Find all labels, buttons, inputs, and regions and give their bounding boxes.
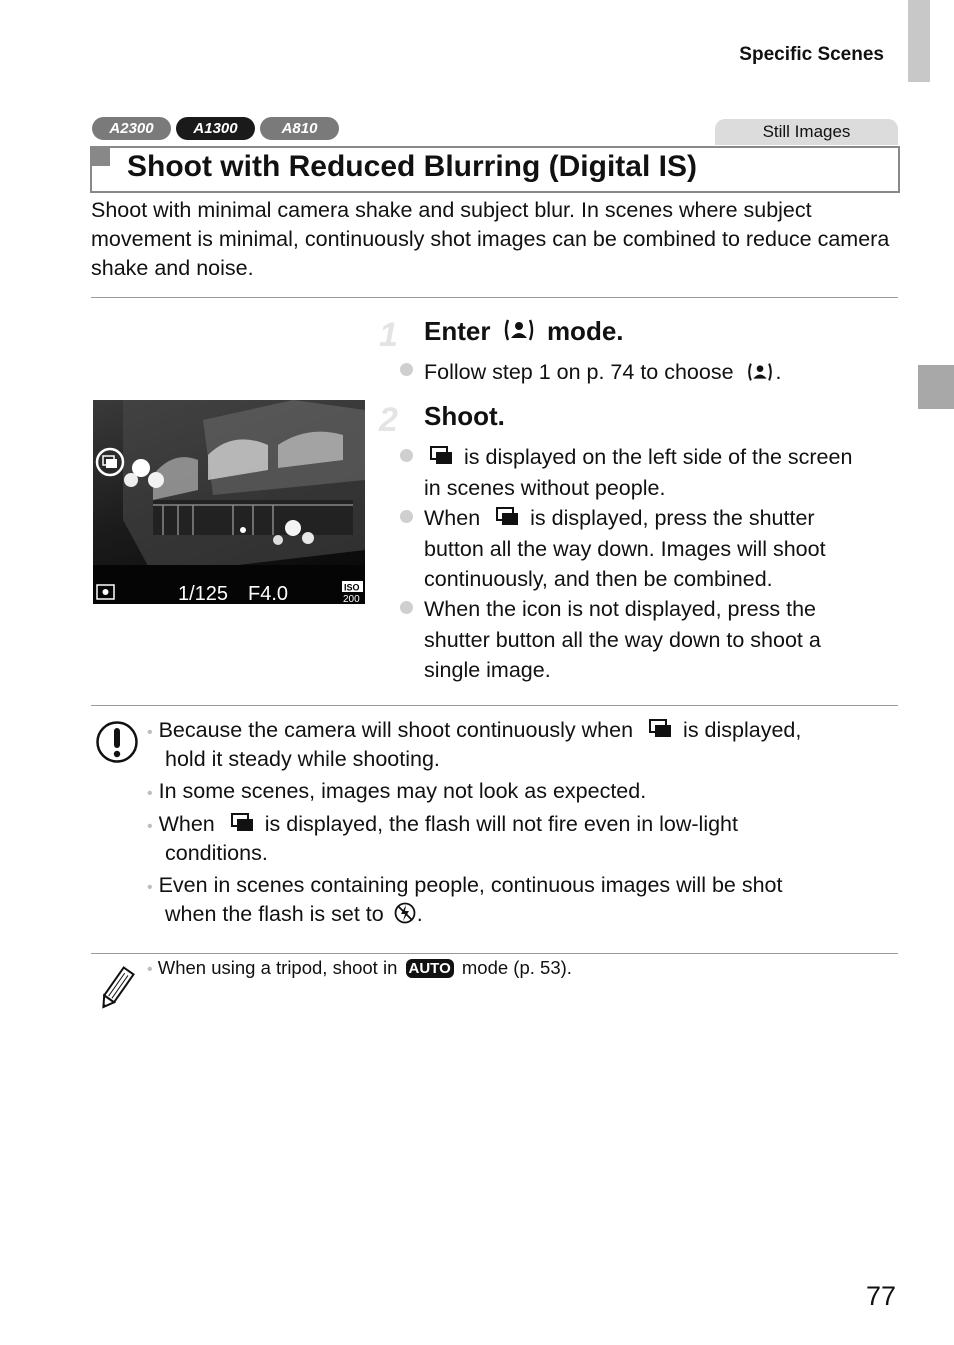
shutter-speed-readout: 1/125 (178, 583, 229, 604)
tip-before: When using a tripod, shoot in (157, 957, 398, 978)
note-bullet: • (147, 785, 153, 802)
step-heading-1-after: mode. (546, 316, 624, 346)
page-number: 77 (866, 1281, 897, 1311)
step-2-bullet-3 (424, 594, 821, 686)
caution-note-1 (147, 717, 801, 773)
note-bullet: • (147, 724, 153, 741)
camera-screen-photo (93, 400, 365, 604)
still-images-tab: Still Images (715, 119, 898, 145)
tip-after: mode (p. 53). (461, 957, 572, 978)
divider (91, 953, 898, 954)
section-label: Specific Scenes (739, 44, 884, 65)
title-marker (90, 146, 110, 166)
caution-note-1-after: is displayed, (683, 718, 802, 742)
step-2-bullet-2-when: When (424, 506, 481, 530)
bullet-dot (400, 601, 413, 614)
caution-note-1-line-2: hold it steady while shooting. (165, 747, 440, 771)
pencil-memo-icon (97, 965, 135, 1013)
divider (91, 297, 898, 298)
page-title: Shoot with Reduced Blurring (Digital IS) (127, 150, 697, 183)
tip-note (147, 956, 572, 982)
note-bullet: • (147, 818, 153, 835)
model-badge-a810: A810 (260, 117, 339, 140)
continuous-shot-icon (647, 718, 675, 740)
model-badges (92, 117, 339, 140)
step-2-bullet-2-line-1: is displayed, press the shutter (530, 506, 815, 530)
note-bullet: • (147, 879, 153, 896)
bullet-dot (400, 449, 413, 462)
iso-label: ISO (344, 582, 360, 593)
step-1-bullet (424, 357, 782, 388)
step-2-bullet-2-line-2: button all the way down. Images will shoot (424, 536, 826, 561)
iso-value: 200 (343, 594, 360, 604)
step-2-bullet-1-line-2: in scenes without people. (424, 475, 666, 500)
continuous-shot-icon (494, 506, 522, 528)
side-index-tab (918, 365, 954, 409)
digital-is-mode-icon (746, 362, 774, 382)
step-heading-2: Shoot. (424, 401, 505, 431)
caution-note-3-when: When (158, 812, 215, 836)
caution-note-2 (147, 778, 646, 807)
step-2-bullet-3-line-2: shutter button all the way down to shoot a (424, 627, 821, 652)
bullet-dot (400, 510, 413, 523)
divider (91, 705, 898, 706)
caution-note-3 (147, 811, 738, 867)
step-1-bullet-before: Follow step 1 on p. 74 to choose (424, 360, 734, 384)
continuous-shot-icon (428, 445, 456, 467)
step-heading-1-before: Enter (424, 316, 491, 346)
thumb-index-tab (908, 0, 930, 82)
night-scene-illustration (93, 400, 365, 604)
flash-off-icon (394, 902, 416, 924)
bullet-dot (400, 363, 413, 376)
step-2-bullet-1-line-1: is displayed on the left side of the screen (464, 445, 853, 469)
step-number-2: 2 (379, 401, 398, 439)
step-heading-1 (424, 316, 624, 347)
intro-paragraph: Shoot with minimal camera shake and subject blur. In scenes where subject movement is minimal, continuously shot images can be combined to reduce camera shake and noise. (91, 198, 890, 280)
step-1-bullet-after: . (775, 360, 782, 384)
caution-note-3-line-2: conditions. (165, 841, 268, 865)
aperture-readout: F4.0 (248, 583, 289, 604)
digital-is-mode-icon (504, 318, 534, 342)
step-2-bullet-3-line-1: When the icon is not displayed, press the (424, 597, 816, 621)
model-badge-a2300: A2300 (92, 117, 171, 140)
step-2-bullet-1 (424, 442, 852, 503)
caution-icon (95, 720, 139, 764)
caution-note-4-before: when the flash is set to (165, 902, 384, 926)
caution-note-3-after: is displayed, the flash will not fire even in low-light (264, 812, 738, 836)
step-2-bullet-2 (424, 503, 826, 595)
step-number-1: 1 (379, 316, 398, 354)
caution-note-4-line-1: Even in scenes containing people, continuous images will be shot (158, 873, 783, 897)
model-badge-a1300: A1300 (176, 117, 255, 140)
caution-note-4 (147, 872, 782, 928)
step-2-bullet-3-line-3: single image. (424, 658, 551, 682)
auto-mode-badge: AUTO (406, 959, 454, 978)
caution-note-2-text: In some scenes, images may not look as expected. (158, 779, 647, 803)
continuous-shot-icon (229, 812, 257, 834)
caution-note-1-before: Because the camera will shoot continuously when (158, 718, 634, 742)
note-bullet: • (147, 961, 153, 978)
step-2-bullet-2-line-3: continuously, and then be combined. (424, 567, 773, 591)
caution-note-4-after: . (416, 902, 423, 926)
